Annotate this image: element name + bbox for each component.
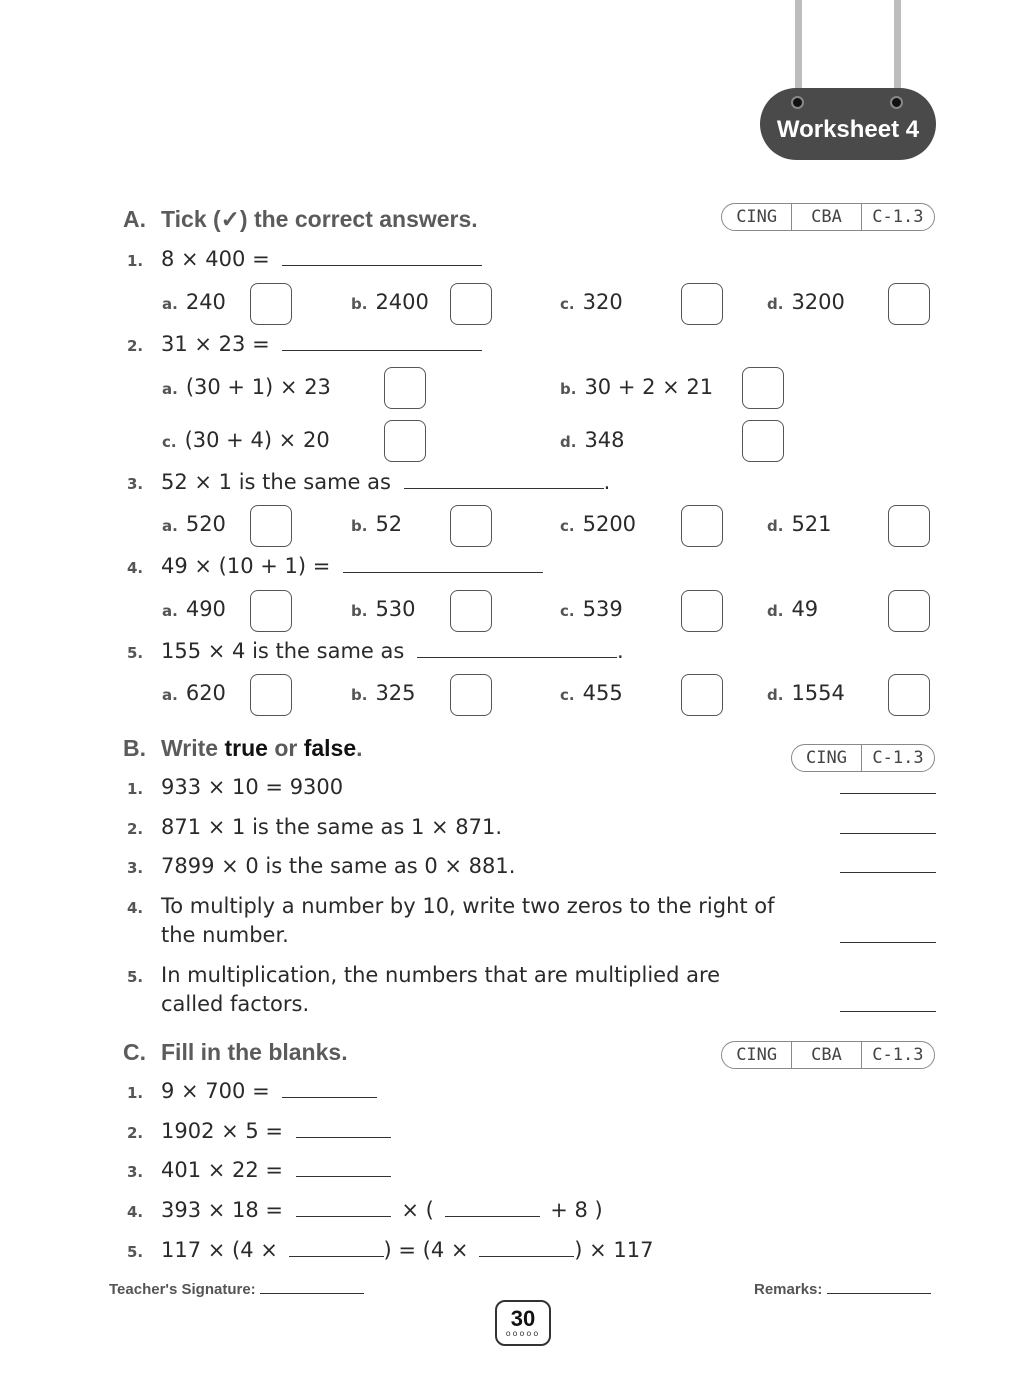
statement: 3. 7899 × 0 is the same as 0 × 881. <box>127 854 516 878</box>
option: c. 320 <box>560 290 623 314</box>
tick-box[interactable] <box>450 590 492 632</box>
tick-box[interactable] <box>450 505 492 547</box>
option: c. (30 + 4) × 20 <box>162 428 330 452</box>
fill-item: 4. 393 × 18 = × ( + 8 ) <box>127 1198 603 1222</box>
badge-cba: CBA <box>792 1042 861 1068</box>
badge-code: C-1.3 <box>872 1045 924 1065</box>
question-text: 31 × 23 = <box>161 332 270 356</box>
tick-box[interactable] <box>250 674 292 716</box>
answer-line[interactable] <box>840 942 936 943</box>
statement-continuation: called factors. <box>161 992 310 1016</box>
question-text: 155 × 4 is the same as <box>161 639 405 663</box>
tick-box[interactable] <box>250 283 292 325</box>
page-number-badge <box>495 1300 551 1346</box>
option: a. 490 <box>162 597 226 621</box>
tick-box[interactable] <box>250 505 292 547</box>
answer-blank[interactable] <box>282 1080 377 1098</box>
tick-box[interactable] <box>681 505 723 547</box>
question-stem: 5. 155 × 4 is the same as . <box>127 639 624 663</box>
tick-box[interactable] <box>384 367 426 409</box>
badge-code: C-1.3 <box>872 748 924 768</box>
option: d. 1554 <box>767 681 845 705</box>
tick-box[interactable] <box>888 674 930 716</box>
statement: 1. 933 × 10 = 9300 <box>127 775 344 799</box>
section-c-badges <box>721 1041 935 1069</box>
statement-continuation: the number. <box>161 923 289 947</box>
answer-blank[interactable] <box>282 248 482 266</box>
tick-box[interactable] <box>681 674 723 716</box>
answer-blank[interactable] <box>479 1239 574 1257</box>
option: a. 240 <box>162 290 226 314</box>
section-c-letter: C. <box>123 1039 146 1065</box>
tag-hole-right <box>890 96 903 109</box>
badge-cing: CING <box>722 1042 792 1068</box>
remarks-label: Remarks: <box>754 1281 823 1298</box>
fill-item: 5. 117 × (4 × ) = (4 × ) × 117 <box>127 1238 654 1262</box>
option: b. 530 <box>351 597 416 621</box>
badge-cba: CBA <box>792 204 861 230</box>
question-stem <box>127 332 482 356</box>
question-stem: 3. 52 × 1 is the same as . <box>127 470 611 494</box>
fill-item: 2. 1902 × 5 = <box>127 1119 391 1143</box>
worksheet-tag <box>760 88 936 160</box>
question-text: 49 × (10 + 1) = <box>161 554 331 578</box>
answer-line[interactable] <box>840 1011 936 1012</box>
option: a. (30 + 1) × 23 <box>162 375 331 399</box>
section-a-title: Tick (✓) the correct answers. <box>161 206 478 232</box>
answer-blank[interactable] <box>296 1120 391 1138</box>
badge-cing: CING <box>792 745 862 771</box>
teacher-signature-label: Teacher's Signature: <box>109 1281 256 1298</box>
option: a. 520 <box>162 512 226 536</box>
option: b. 325 <box>351 681 416 705</box>
tick-box[interactable] <box>888 283 930 325</box>
section-a-badges <box>721 203 935 231</box>
tick-box[interactable] <box>681 283 723 325</box>
page-number: 30 <box>510 1306 536 1331</box>
question-number: 4. <box>127 559 144 577</box>
option: d. 348 <box>560 428 625 452</box>
remarks <box>754 1280 931 1298</box>
answer-blank[interactable] <box>343 555 543 573</box>
fill-item: 1. 9 × 700 = <box>127 1079 377 1103</box>
answer-blank[interactable] <box>282 333 482 351</box>
option: c. 5200 <box>560 512 637 536</box>
answer-blank[interactable] <box>296 1199 391 1217</box>
tick-box[interactable] <box>681 590 723 632</box>
tick-box[interactable] <box>250 590 292 632</box>
section-c-title: Fill in the blanks. <box>161 1039 348 1065</box>
answer-line[interactable] <box>840 833 936 834</box>
section-a-letter: A. <box>123 206 146 232</box>
tick-box[interactable] <box>888 590 930 632</box>
teacher-signature <box>109 1280 364 1298</box>
option: d. 49 <box>767 597 819 621</box>
remarks-line[interactable] <box>827 1280 931 1294</box>
tag-string-left <box>795 0 802 100</box>
answer-blank[interactable] <box>445 1199 540 1217</box>
answer-blank[interactable] <box>289 1239 384 1257</box>
option: b. 52 <box>351 512 403 536</box>
tick-box[interactable] <box>450 674 492 716</box>
question-stem <box>127 247 482 271</box>
statement: 4. To multiply a number by 10, write two zeros to the right of <box>127 894 775 918</box>
question-number: 3. <box>127 475 144 493</box>
section-b-badges <box>791 744 935 772</box>
page-dots: ooooo <box>505 1329 541 1338</box>
fill-item: 3. 401 × 22 = <box>127 1158 391 1182</box>
question-text: 52 × 1 is the same as <box>161 470 391 494</box>
answer-line[interactable] <box>840 793 936 794</box>
statement: 2. 871 × 1 is the same as 1 × 871. <box>127 815 503 839</box>
teacher-signature-line[interactable] <box>260 1280 364 1294</box>
question-number: 1. <box>127 252 144 270</box>
option: c. 455 <box>560 681 623 705</box>
answer-blank[interactable] <box>417 640 617 658</box>
answer-blank[interactable] <box>404 471 604 489</box>
question-number: 2. <box>127 337 144 355</box>
tag-string-right <box>894 0 901 100</box>
section-a-heading <box>123 206 478 233</box>
option: a. 620 <box>162 681 226 705</box>
answer-blank[interactable] <box>296 1159 391 1177</box>
section-b-heading: B. Write true or false. <box>123 735 363 761</box>
section-c-heading <box>123 1039 348 1066</box>
badge-cing: CING <box>722 204 792 230</box>
option: b. 2400 <box>351 290 429 314</box>
question-number: 5. <box>127 644 144 662</box>
answer-line[interactable] <box>840 872 936 873</box>
question-text: 8 × 400 = <box>161 247 270 271</box>
badge-code: C-1.3 <box>872 207 924 227</box>
section-b-letter: B. <box>123 735 146 761</box>
tick-box[interactable] <box>888 505 930 547</box>
option: d. 521 <box>767 512 832 536</box>
statement: 5. In multiplication, the numbers that are multiplied are <box>127 963 721 987</box>
question-stem <box>127 554 543 578</box>
tag-hole-left <box>791 96 804 109</box>
tick-box[interactable] <box>742 420 784 462</box>
option: b. 30 + 2 × 21 <box>560 375 714 399</box>
option: d. 3200 <box>767 290 845 314</box>
option: c. 539 <box>560 597 623 621</box>
worksheet-label: Worksheet 4 <box>776 116 920 143</box>
tick-box[interactable] <box>742 367 784 409</box>
tick-box[interactable] <box>384 420 426 462</box>
tick-box[interactable] <box>450 283 492 325</box>
